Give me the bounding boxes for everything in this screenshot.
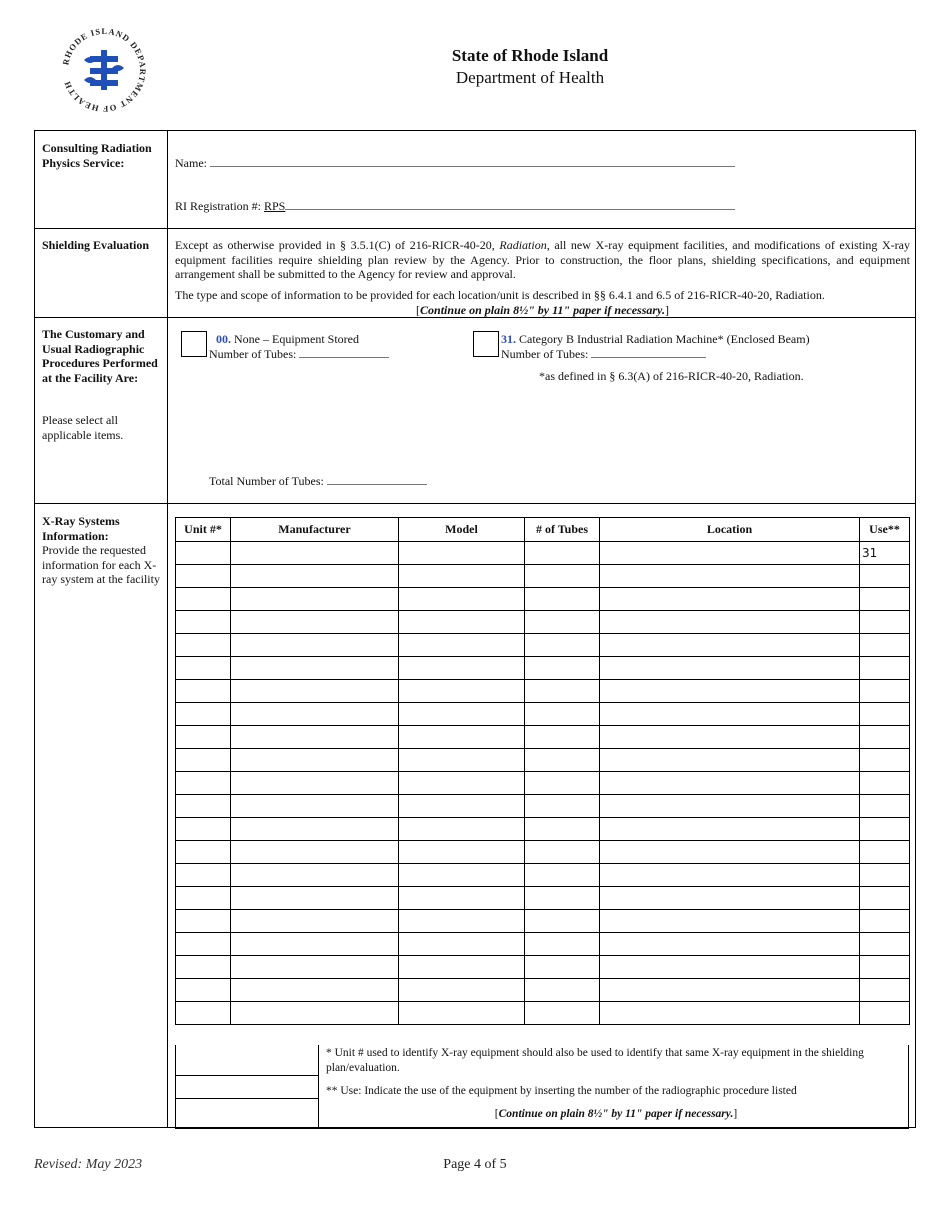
table-cell[interactable] (399, 611, 525, 634)
table-cell[interactable] (399, 841, 525, 864)
table-cell[interactable] (399, 680, 525, 703)
table-cell[interactable] (231, 1002, 399, 1025)
table-cell[interactable] (399, 588, 525, 611)
procedure-31-checkbox[interactable] (473, 331, 499, 357)
table-cell[interactable] (231, 818, 399, 841)
table-cell[interactable] (399, 956, 525, 979)
table-cell[interactable] (231, 956, 399, 979)
table-cell[interactable] (600, 864, 860, 887)
table-row (176, 956, 910, 979)
table-cell[interactable] (231, 841, 399, 864)
table-cell[interactable] (860, 749, 910, 772)
consulting-label: Consulting Radiation Physics Service: (42, 141, 152, 170)
table-cell[interactable] (231, 565, 399, 588)
table-cell[interactable] (860, 565, 910, 588)
table-cell[interactable] (525, 956, 600, 979)
table-cell[interactable] (525, 680, 600, 703)
table-cell[interactable] (176, 772, 231, 795)
table-cell[interactable] (860, 956, 910, 979)
table-cell[interactable] (600, 795, 860, 818)
table-row (176, 933, 910, 956)
table-cell[interactable] (231, 910, 399, 933)
table-cell[interactable] (600, 933, 860, 956)
table-cell[interactable] (176, 795, 231, 818)
table-cell[interactable] (399, 933, 525, 956)
table-cell[interactable] (860, 680, 910, 703)
table-cell[interactable] (525, 565, 600, 588)
table-cell[interactable] (860, 726, 910, 749)
revised-date: Revised: May 2023 (34, 1157, 143, 1172)
table-cell[interactable] (399, 818, 525, 841)
column-header: Use** (860, 518, 910, 542)
registration-row (175, 199, 735, 214)
table-row (176, 818, 910, 841)
table-cell[interactable] (399, 634, 525, 657)
procedure-31-label: 31. Category B Industrial Radiation Machine* (Enclosed Beam) (501, 332, 810, 346)
table-cell[interactable] (860, 933, 910, 956)
table-cell[interactable] (231, 864, 399, 887)
column-header: Unit #* (176, 518, 231, 542)
table-row (176, 1002, 910, 1025)
table-cell[interactable] (231, 933, 399, 956)
table-cell[interactable] (600, 588, 860, 611)
table-cell[interactable] (525, 772, 600, 795)
table-cell[interactable] (600, 703, 860, 726)
table-cell[interactable] (600, 956, 860, 979)
table-cell[interactable] (525, 611, 600, 634)
table-cell[interactable] (600, 841, 860, 864)
procedures-note: Please select all applicable items. (42, 413, 124, 442)
table-cell[interactable] (525, 841, 600, 864)
table-cell[interactable] (176, 887, 231, 910)
table-cell[interactable] (525, 634, 600, 657)
table-row (176, 680, 910, 703)
table-cell[interactable] (176, 611, 231, 634)
table-cell[interactable] (399, 542, 525, 565)
table-cell[interactable] (525, 726, 600, 749)
table-cell[interactable] (399, 795, 525, 818)
table-row (176, 864, 910, 887)
table-row (176, 749, 910, 772)
table-cell[interactable] (176, 749, 231, 772)
table-cell[interactable] (600, 910, 860, 933)
table-cell[interactable] (525, 588, 600, 611)
table-cell[interactable] (399, 565, 525, 588)
unit-note: * Unit # used to identify X-ray equipment should also be used to identify that same X-ray equipment in the shielding plan/evaluation. (326, 1047, 864, 1074)
table-cell[interactable] (860, 910, 910, 933)
table-cell[interactable] (399, 864, 525, 887)
table-cell[interactable] (399, 887, 525, 910)
table-cell[interactable] (231, 772, 399, 795)
ri-department-of-health-logo (56, 22, 152, 118)
table-row (176, 910, 910, 933)
table-cell[interactable] (525, 979, 600, 1002)
table-cell[interactable] (600, 749, 860, 772)
logo-ring-text: RHODE ISLAND DEPARTMENT OF HEALTH (60, 25, 149, 115)
table-cell[interactable] (525, 542, 600, 565)
table-cell[interactable] (860, 634, 910, 657)
table-cell[interactable] (600, 726, 860, 749)
form-frame (34, 130, 916, 1128)
table-row (176, 703, 910, 726)
table-cell[interactable] (399, 703, 525, 726)
page-number: Page 4 of 5 (443, 1157, 507, 1172)
xray-label: X-Ray Systems Information: Provide the requested information for each X-ray system at the facility (42, 514, 160, 586)
table-cell[interactable] (176, 680, 231, 703)
table-row (176, 979, 910, 1002)
table-cell[interactable] (600, 611, 860, 634)
table-row (176, 726, 910, 749)
table-cell[interactable] (600, 979, 860, 1002)
procedure-00-checkbox[interactable] (181, 331, 207, 357)
table-cell[interactable] (399, 772, 525, 795)
table-cell[interactable] (176, 542, 231, 565)
name-field[interactable] (210, 156, 735, 167)
shielding-scope: The type and scope of information to be provided for each location/unit is described in §§ 6.4.1 and 6.5 of 216-RICR-40-20, Radiation. (175, 288, 825, 302)
procedure-00-tubes: Number of Tubes: (209, 347, 389, 362)
table-cell[interactable] (600, 542, 860, 565)
table-row (176, 565, 910, 588)
table-cell[interactable] (176, 841, 231, 864)
table-cell[interactable] (231, 588, 399, 611)
procedures-label: The Customary and Usual Radiographic Procedures Performed at the Facility Are: (42, 327, 158, 385)
procedure-00-label: 00. None – Equipment Stored (216, 332, 359, 346)
table-cell[interactable] (525, 864, 600, 887)
table-cell[interactable] (176, 956, 231, 979)
table-cell[interactable] (176, 910, 231, 933)
table-cell[interactable] (600, 657, 860, 680)
table-cell[interactable] (231, 979, 399, 1002)
table-cell[interactable] (600, 634, 860, 657)
column-header: Model (399, 518, 525, 542)
table-cell[interactable] (176, 634, 231, 657)
table-cell[interactable] (231, 726, 399, 749)
xray-systems-table (175, 517, 910, 1025)
table-cell[interactable] (860, 818, 910, 841)
table-cell[interactable] (600, 818, 860, 841)
column-header: # of Tubes (525, 518, 600, 542)
table-cell[interactable] (525, 818, 600, 841)
table-cell[interactable] (176, 933, 231, 956)
table-cell[interactable] (231, 542, 399, 565)
table-cell[interactable] (176, 703, 231, 726)
table-cell[interactable] (399, 726, 525, 749)
table-cell[interactable] (860, 1002, 910, 1025)
table-cell[interactable] (525, 749, 600, 772)
table-row (176, 634, 910, 657)
table-cell[interactable] (860, 703, 910, 726)
defined-note: *as defined in § 6.3(A) of 216-RICR-40-20, Radiation. (539, 369, 804, 383)
table-cell[interactable] (860, 864, 910, 887)
table-cell[interactable] (860, 979, 910, 1002)
table-cell[interactable] (860, 887, 910, 910)
table-cell[interactable] (525, 795, 600, 818)
table-cell[interactable] (231, 795, 399, 818)
table-cell[interactable] (860, 772, 910, 795)
table-cell[interactable] (399, 1002, 525, 1025)
table-row (176, 795, 910, 818)
table-cell[interactable] (525, 703, 600, 726)
shielding-label: Shielding Evaluation (42, 238, 150, 252)
column-header: Manufacturer (231, 518, 399, 542)
table-cell[interactable] (600, 565, 860, 588)
table-cell[interactable] (231, 887, 399, 910)
registration-field[interactable] (285, 199, 735, 210)
table-row (176, 588, 910, 611)
table-cell[interactable] (525, 887, 600, 910)
table-cell[interactable] (600, 772, 860, 795)
table-cell[interactable] (399, 657, 525, 680)
table-row (176, 772, 910, 795)
table-cell[interactable] (860, 588, 910, 611)
shielding-paragraph: Except as otherwise provided in § 3.5.1(C) of 216-RICR-40-20, Radiation, all new X-ray equipment facilities, and modifications of existing X-ray equipment facilities require shielding plan review by the Agency. Prior to construction, the floor plans, shielding specifications, and equipment arrangement shall be submitted to the Agency for review and approval. (175, 238, 911, 281)
column-header: Location (600, 518, 860, 542)
table-cell[interactable] (600, 1002, 860, 1025)
table-cell[interactable] (399, 749, 525, 772)
table-cell[interactable]: 31 (860, 542, 910, 565)
table-row (176, 657, 910, 680)
procedure-31-tubes-field[interactable] (591, 347, 706, 358)
notes-block (175, 1045, 909, 1129)
table-cell[interactable] (600, 887, 860, 910)
table-cell[interactable] (860, 611, 910, 634)
registration-label: RI Registration #: (175, 199, 261, 213)
name-row (175, 156, 735, 171)
state-title: State of Rhode Island (451, 46, 609, 65)
table-cell[interactable] (860, 795, 910, 818)
table-cell[interactable] (176, 979, 231, 1002)
table-cell[interactable] (231, 749, 399, 772)
shielding-continue: [Continue on plain 8½" by 11" paper if necessary.] (416, 303, 669, 317)
table-cell[interactable] (176, 588, 231, 611)
table-cell[interactable] (860, 841, 910, 864)
table-cell[interactable] (600, 680, 860, 703)
table-cell[interactable] (399, 979, 525, 1002)
registration-prefix: RPS (264, 199, 286, 213)
table-cell[interactable] (176, 864, 231, 887)
table-cell[interactable] (525, 933, 600, 956)
table-cell[interactable] (176, 818, 231, 841)
table-cell[interactable] (176, 565, 231, 588)
use-note: ** Use: Indicate the use of the equipment by inserting the number of the radiographic procedure listed (326, 1085, 797, 1097)
table-cell[interactable] (231, 634, 399, 657)
table-cell[interactable] (176, 657, 231, 680)
table-cell[interactable] (231, 657, 399, 680)
procedure-31-tubes: Number of Tubes: (501, 347, 706, 362)
total-tubes-row: Total Number of Tubes: (209, 474, 427, 489)
table-row (176, 611, 910, 634)
table-cell[interactable] (525, 1002, 600, 1025)
table-cell[interactable] (231, 680, 399, 703)
table-cell[interactable] (860, 657, 910, 680)
xray-continue: [Continue on plain 8½" by 11" paper if necessary.] (494, 1108, 738, 1120)
table-cell[interactable] (525, 657, 600, 680)
table-cell[interactable] (231, 703, 399, 726)
table-cell[interactable] (176, 1002, 231, 1025)
table-row (176, 887, 910, 910)
table-row (176, 841, 910, 864)
table-row (176, 542, 910, 565)
table-cell[interactable] (231, 611, 399, 634)
total-tubes-field[interactable] (327, 474, 427, 485)
name-label: Name: (175, 156, 207, 170)
department-title: Department of Health (455, 68, 605, 87)
table-cell[interactable] (525, 910, 600, 933)
table-cell[interactable] (399, 910, 525, 933)
procedure-00-tubes-field[interactable] (299, 347, 389, 358)
table-cell[interactable] (176, 726, 231, 749)
